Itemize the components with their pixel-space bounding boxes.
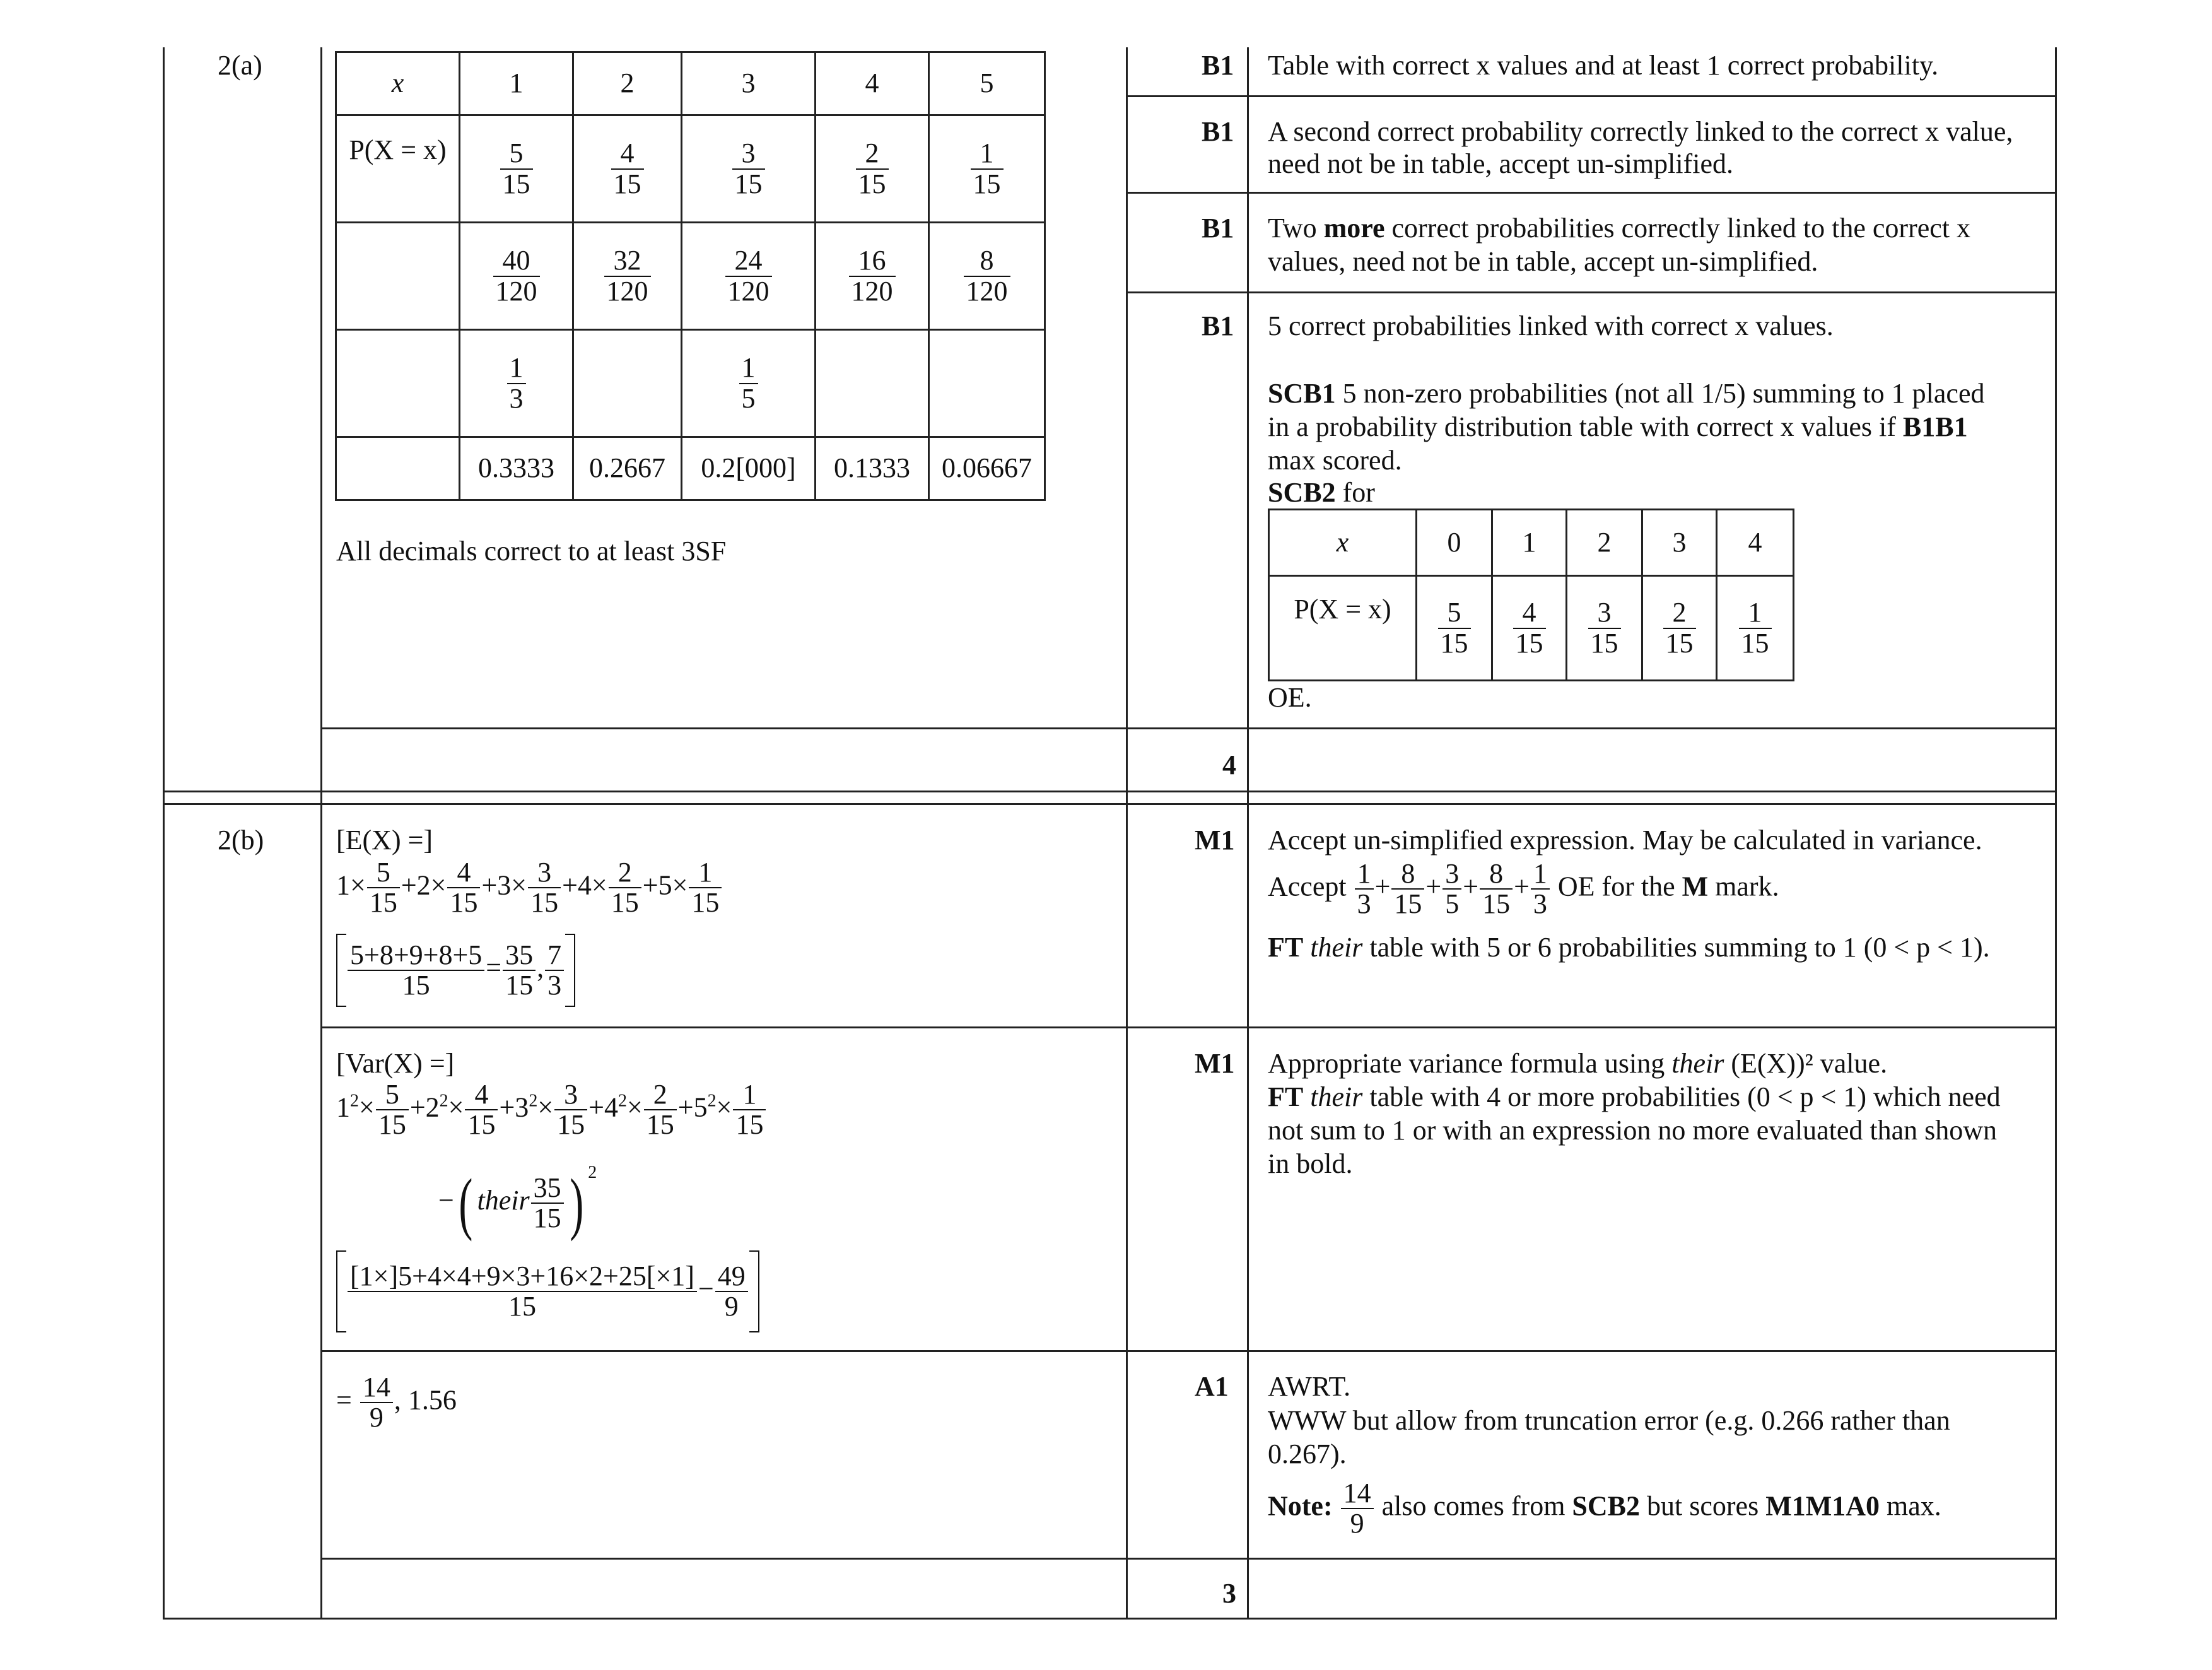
ex-label: [E(X) =] <box>336 825 433 856</box>
guidance-text: Accept un-simplified expression. May be calculated in variance. <box>1268 825 1982 856</box>
mark-code: A1 <box>1195 1371 1229 1402</box>
var-their-term: −( their $\frac{35}{15}$ ) $^2$ <box>438 1163 597 1242</box>
guidance-text: WWW but allow from truncation error (e.g. 0.266 rather than <box>1268 1405 1950 1436</box>
x-value: 1 <box>1522 526 1536 558</box>
row-line <box>1126 192 2056 194</box>
row-line <box>320 1350 2056 1352</box>
guidance-text: in bold. <box>1268 1148 1353 1179</box>
row-line <box>1126 291 2056 293</box>
probability-fraction: $\frac{16}{120}$ <box>849 246 896 305</box>
x-header: x <box>1336 526 1349 558</box>
probability-fraction: $\frac{4}{15}$ <box>611 139 644 198</box>
table-row-probs <box>1269 576 1794 681</box>
probability-fraction: $\frac{5}{15}$ <box>1438 598 1471 657</box>
col-divider-3 <box>1247 47 1249 1620</box>
x-value: 4 <box>1748 526 1762 558</box>
table-row-onetwenty <box>336 223 1045 330</box>
ex-expression: 1× $\frac{5}{15}$ +2× $\frac{4}{15}$ +3× $\frac{3}{15}$ +4× $\frac{2}{15}$ +5× $\frac{1}{15}$ <box>336 858 723 917</box>
guidance-text: values, need not be in table, accept un-simplified. <box>1268 246 1818 277</box>
probability-fraction: $\frac{1}{15}$ <box>1739 598 1772 657</box>
question-label-2b: 2(b) <box>218 825 264 856</box>
probability-fraction: $\frac{24}{120}$ <box>725 246 772 305</box>
guidance-text: not sum to 1 or with an expression no more evaluated than shown <box>1268 1115 1998 1146</box>
probability-fraction: $\frac{32}{120}$ <box>604 246 651 305</box>
probability-table <box>335 51 1046 501</box>
decimal-value: 0.2[000] <box>701 452 796 484</box>
row-line <box>320 1026 2056 1028</box>
table-row-x <box>336 52 1045 115</box>
outer-left-border <box>163 47 165 1620</box>
mark-code: B1 <box>1202 50 1234 81</box>
probability-fraction: $\frac{40}{120}$ <box>493 246 540 305</box>
oe-text: OE. <box>1268 682 1312 713</box>
probability-fraction: $\frac{4}{15}$ <box>1513 598 1546 657</box>
guidance-text: need not be in table, accept un-simplified. <box>1268 148 1733 179</box>
guidance-accept: Accept $\frac{1}{3}$ + $\frac{8}{15}$ + $\frac{3}{5}$ + $\frac{8}{15}$ + $\frac{1}{3}$ OE for the M mark. <box>1268 858 1779 920</box>
guidance-text: AWRT. <box>1268 1371 1351 1402</box>
x-value: 2 <box>620 68 635 99</box>
probability-fraction: $\frac{1}{5}$ <box>739 353 758 413</box>
guidance-text: A second correct probability correctly linked to the correct x value, <box>1268 116 2013 147</box>
outer-bottom-border <box>163 1618 2057 1620</box>
col-divider-1 <box>320 47 322 1620</box>
var-simplification: $\frac{[1\times]5+4\times 4+9\times 3+16\times 2+25[\times 1]}{15}$ − $\frac{49}{9}$ <box>336 1250 759 1332</box>
x-value: 5 <box>980 68 994 99</box>
total-marks-2b: 3 <box>1222 1578 1236 1609</box>
decimal-value: 0.3333 <box>478 452 554 484</box>
scb1-text: SCB1 5 non-zero probabilities (not all 1/5) summing to 1 placed <box>1268 378 1985 409</box>
scb2-table <box>1268 509 1794 681</box>
guidance-text: 0.267). <box>1268 1438 1347 1469</box>
probability-fraction: $\frac{3}{15}$ <box>732 139 765 198</box>
row-line <box>320 1558 2056 1560</box>
guidance-note: Note: $\frac{14}{9}$ also comes from SCB2 but scores M1M1A0 max. <box>1268 1478 1941 1539</box>
guidance-text: Table with correct x values and at least 1 correct probability. <box>1268 50 1939 81</box>
mark-code: B1 <box>1202 213 1234 244</box>
p-header: P(X = x) <box>1294 594 1391 625</box>
col-divider-2 <box>1126 47 1128 1620</box>
guidance-text: Two more correct probabilities correctly linked to the correct x <box>1268 213 1971 244</box>
x-value: 2 <box>1597 526 1612 558</box>
probability-fraction: $\frac{2}{15}$ <box>1663 598 1696 657</box>
x-header: x <box>391 68 404 99</box>
guidance-text: 5 correct probabilities linked with correct x values. <box>1268 310 1834 341</box>
section-separator-bottom <box>163 803 2056 805</box>
outer-right-border <box>2055 47 2057 1620</box>
mark-code: M1 <box>1195 1048 1235 1079</box>
scb1-text: max scored. <box>1268 445 1402 476</box>
table-row-decimals <box>336 437 1045 500</box>
row-line <box>1126 95 2056 97</box>
decimal-value: 0.06667 <box>942 452 1032 484</box>
decimal-value: 0.1333 <box>834 452 910 484</box>
mark-code: B1 <box>1202 310 1234 341</box>
probability-fraction: $\frac{3}{15}$ <box>1588 598 1621 657</box>
probability-fraction: $\frac{2}{15}$ <box>856 139 889 198</box>
guidance-ft: FT their table with 5 or 6 probabilities summing to 1 (0 < p < 1). <box>1268 932 1990 963</box>
p-header: P(X = x) <box>349 134 447 165</box>
x-value: 3 <box>1672 526 1687 558</box>
mark-code: M1 <box>1195 825 1235 856</box>
probability-fraction: $\frac{1}{15}$ <box>971 139 1004 198</box>
probability-fraction: $\frac{8}{120}$ <box>964 246 1010 305</box>
scb2-text: SCB2 for <box>1268 477 1375 508</box>
x-value: 0 <box>1447 526 1461 558</box>
section-separator-top <box>163 791 2056 792</box>
guidance-text: FT their table with 4 or more probabilities (0 < p < 1) which need <box>1268 1081 2001 1112</box>
probability-fraction: $\frac{5}{15}$ <box>500 139 533 198</box>
mark-code: B1 <box>1202 116 1234 147</box>
probability-fraction: $\frac{1}{3}$ <box>507 353 526 413</box>
final-answer: = $\frac{14}{9}$ , 1.56 <box>336 1372 457 1433</box>
x-value: 1 <box>509 68 524 99</box>
decimals-note: All decimals correct to at least 3SF <box>336 536 727 567</box>
decimal-value: 0.2667 <box>589 452 665 484</box>
ex-simplification: $\frac{5+8+9+8+5}{15}$ = $\frac{35}{15}$ , $\frac{7}{3}$ <box>336 934 575 1007</box>
table-row-fifteenths <box>336 115 1045 223</box>
table-row-simplified <box>336 330 1045 437</box>
table-row-x <box>1269 510 1794 576</box>
x-value: 4 <box>865 68 879 99</box>
var-label: [Var(X) =] <box>336 1048 455 1079</box>
question-label-2a: 2(a) <box>218 50 262 81</box>
guidance-text: Appropriate variance formula using their (E(X))² value. <box>1268 1048 1888 1079</box>
var-expression: $1^2\times$ $\frac{5}{15}$ $+2^2\times$ $\frac{4}{15}$ $+3^2\times$ $\frac{3}{15}$ $+4^2\times$ $\frac{2}{15}$ $+5^2\times$ $\frac{1}{15}$ <box>336 1080 767 1139</box>
row-line <box>320 727 2056 729</box>
x-value: 3 <box>741 68 756 99</box>
scb1-text: in a probability distribution table with correct x values if B1B1 <box>1268 411 1968 442</box>
total-marks-2a: 4 <box>1222 750 1236 780</box>
